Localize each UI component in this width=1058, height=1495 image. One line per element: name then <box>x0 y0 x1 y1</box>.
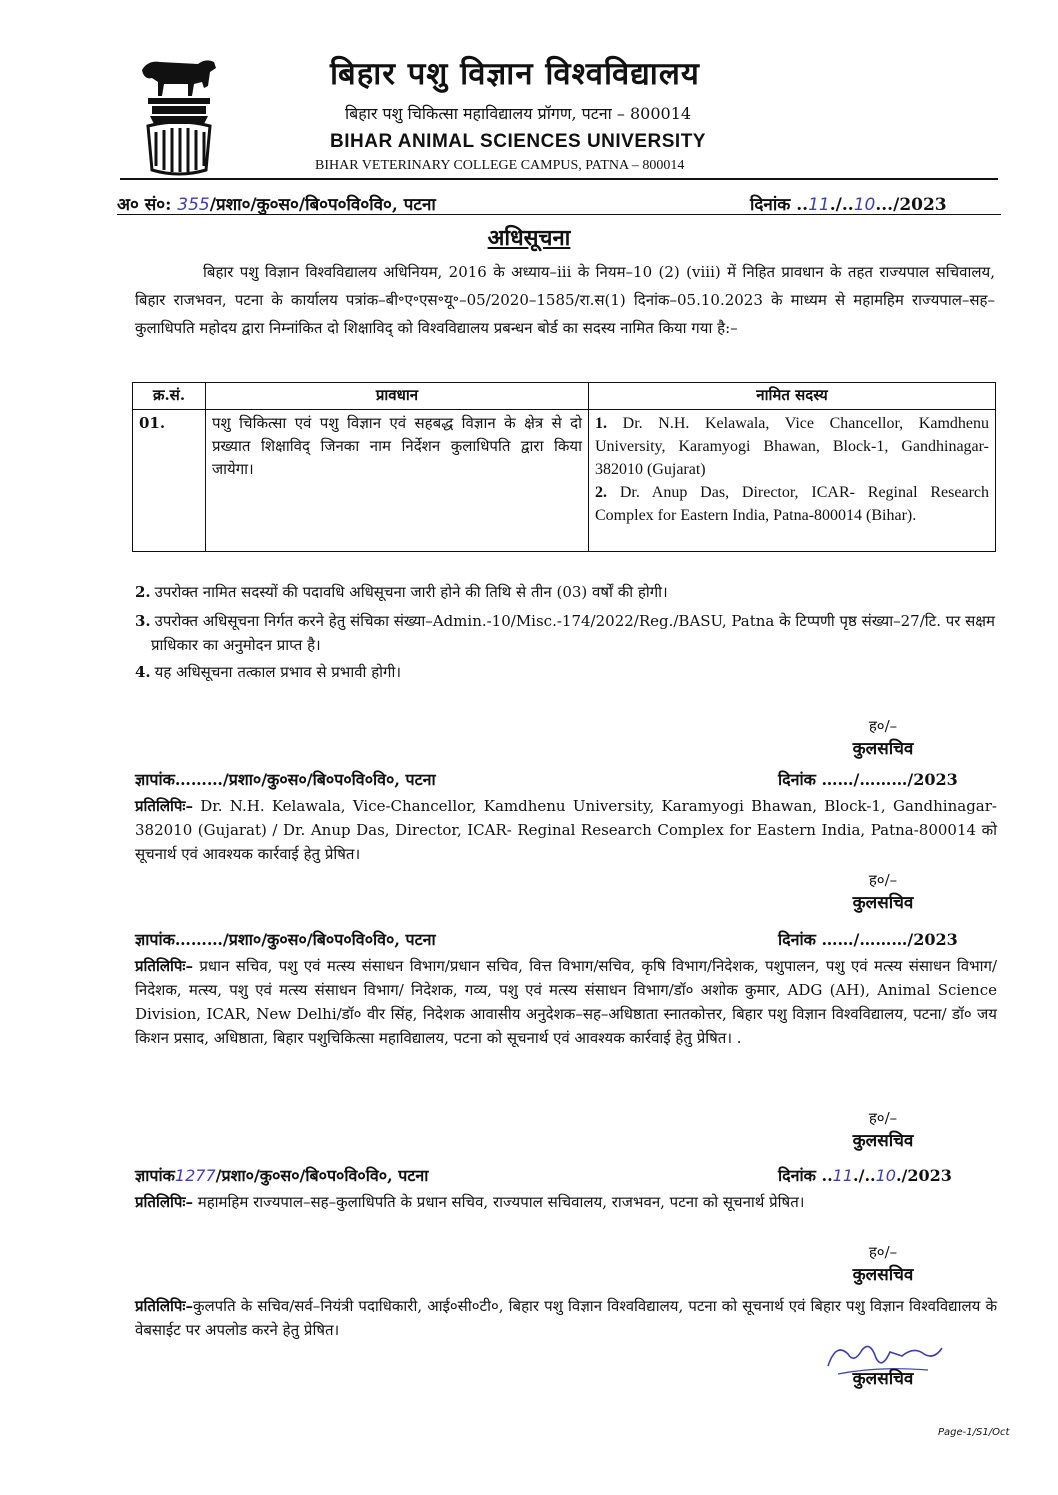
header-provision: प्रावधान <box>206 383 589 410</box>
memo-date: दिनांक ..11./..10./2023 <box>778 1166 952 1185</box>
header-members: नामित सदस्य <box>589 383 996 410</box>
final-copy-to: प्रतिलिपिः–कुलपति के सचिव/सर्व–नियंत्री पदाधिकारी, आई०सी०टी०, बिहार पशु विज्ञान विश्वविद्यालय, पटना को सूचनार्थ एवं बिहार पशु विज्ञान विश्वविद्यालय के वेबसाईट पर अपलोड करने हेतु प्रेषित। <box>135 1297 997 1339</box>
signature-block: ह०/– कुलसचिव <box>852 1243 914 1285</box>
cow-emblem-icon <box>134 52 224 180</box>
header-serial: क्र.सं. <box>133 383 206 410</box>
nominated-members-table <box>132 382 996 552</box>
university-title-hindi: बिहार पशु विज्ञान विश्वविद्यालय <box>330 56 700 92</box>
copy-to: प्रतिलिपिः– प्रधान सचिव, पशु एवं मत्स्य संसाधन विभाग/प्रधान सचिव, वित्त विभाग/सचिव, कृषि विभाग/निदेशक, पशुपालन, पशु एवं मत्स्य संसाधन विभाग/ निदेशक, मत्स्य, पशु एवं मत्स्य संसाधन विभाग/ निदेशक, गव्य, पशु एवं मत्स्य संसाधन विभाग/डॉ० अशोक कुमार, ADG (AH), Animal Science Division, ICAR, New Delhi/डॉ० वीर सिंह, निदेशक आवासीय अनुदेशक–सह–अधिष्ठाता स्नातकोत्तर, बिहार पशु विज्ञान विश्वविद्यालय, पटना/ डॉ० जय किशन प्रसाद, अधिष्ठाता, बिहार पशुचिकित्सा महाविद्यालय, पटना को सूचनार्थ एवं आवश्यक कार्रवाई हेतु प्रेषित। . <box>135 957 997 1047</box>
page-number: Page-1/S1/Oct <box>938 1427 1010 1438</box>
row-members: 1. Dr. N.H. Kelawala, Vice Chancellor, Kamdhenu University, Karamyogi Bhawan, Block-1, Gandhinagar-382010 (Gujarat) 2. Dr. Anup Das, Director, ICAR- Reginal Research Complex for Eastern India, Patna-800014 (Bihar). <box>589 410 996 552</box>
copy-to: प्रतिलिपिः– Dr. N.H. Kelawala, Vice-Chancellor, Kamdhenu University, Karamyogi Bhawan, Block-1, Gandhinagar-382010 (Gujarat) / Dr. Anup Das, Director, ICAR- Reginal Research Complex for Eastern India, Patna-800014 को सूचनार्थ एवं आवश्यक कार्रवाई हेतु प्रेषित। <box>135 797 997 863</box>
final-signature-designation: कुलसचिव <box>852 1369 914 1389</box>
row-serial: 01. <box>133 410 206 552</box>
reference-date: दिनांक ..11./..10.../2023 <box>750 195 947 215</box>
handwritten-memo-number: 1277 <box>174 1166 216 1185</box>
memo-date: दिनांक ……/………/2023 <box>778 930 958 949</box>
signature-block: ह०/– कुलसचिव <box>852 871 914 913</box>
point-2: 2. उपरोक्त नामित सदस्यों की पदावधि अधिसूचना जारी होने की तिथि से तीन (03) वर्षों की होगी। <box>135 583 668 601</box>
member-2: Dr. Anup Das, Director, ICAR- Reginal Research Complex for Eastern India, Patna-800014 (Bihar). <box>595 484 990 524</box>
university-address-english: BIHAR VETERINARY COLLEGE CAMPUS, PATNA – 800014 <box>315 158 685 173</box>
signature-block: ह०/– कुलसचिव <box>852 717 914 759</box>
member-1: Dr. N.H. Kelawala, Vice Chancellor, Kamdhenu University, Karamyogi Bhawan, Block-1, Gandhinagar-382010 (Gujarat) <box>595 415 990 478</box>
reference-number: अ० सं०: 355/प्रशा०/कु०स०/बि०प०वि०वि०, पटना <box>117 195 436 215</box>
handwritten-month: 10 <box>853 195 876 215</box>
row-provision: पशु चिकित्सा एवं पशु विज्ञान एवं सहबद्ध विज्ञान के क्षेत्र से दो प्रख्यात शिक्षाविद् जिनका नाम निर्देशन कुलाधिपति द्वारा किया जायेगा। <box>206 410 589 552</box>
point-3: 3. उपरोक्त अधिसूचना निर्गत करने हेतु संचिका संख्या–Admin.-10/Misc.-174/2022/Reg./BASU, Patna के टिप्पणी पृष्ठ संख्या–27/टि. पर सक्षम प्राधिकार का अनुमोदन प्राप्त है। <box>135 612 996 654</box>
handwritten-reference-number: 355 <box>177 195 210 215</box>
copy-to: प्रतिलिपिः– महामहिम राज्यपाल–सह–कुलाधिपति के प्रधान सचिव, राज्यपाल सचिवालय, राजभवन, पटना को सूचनार्थ प्रेषित। <box>135 1193 805 1211</box>
memo-number: ज्ञापांक………/प्रशा०/कु०स०/बि०प०वि०वि०, पटना <box>135 930 436 949</box>
reference-underline <box>117 214 1001 215</box>
memo-date: दिनांक ……/………/2023 <box>778 770 958 789</box>
memo-number: ज्ञापांक1277/प्रशा०/कु०स०/बि०प०वि०वि०, पटना <box>135 1166 429 1185</box>
signature-block: ह०/– कुलसचिव <box>852 1109 914 1151</box>
university-title-english: BIHAR ANIMAL SCIENCES UNIVERSITY <box>330 131 706 152</box>
handwritten-day: 11 <box>808 195 830 215</box>
notice-title: अधिसूचना <box>487 225 571 251</box>
university-address-hindi: बिहार पशु चिकित्सा महाविद्यालय प्रॉगण, पटना – 800014 <box>345 104 692 123</box>
point-4: 4. यह अधिसूचना तत्काल प्रभाव से प्रभावी होगी। <box>135 663 402 681</box>
memo-number: ज्ञापांक………/प्रशा०/कु०स०/बि०प०वि०वि०, पटना <box>135 770 436 789</box>
letterhead-divider <box>120 178 998 180</box>
intro-paragraph: बिहार पशु विज्ञान विश्वविद्यालय अधिनियम, 2016 के अध्याय–iii के नियम–10 (2) (viii) में निहित प्रावधान के तहत राज्यपाल सचिवालय, बिहार राजभवन, पटना के कार्यालय पत्रांक–बी॰ए॰एस॰यू॰–05/2020–1585/रा.स(1) दिनांक–05.10.2023 के माध्यम से महामहिम राज्यपाल–सह–कुलाधिपति महोदय द्वारा निम्नांकित दो शिक्षाविद् को विश्वविद्यालय प्रबन्धन बोर्ड का सदस्य नामित किया गया है:– <box>135 263 995 337</box>
table-header-row <box>133 383 996 410</box>
table-row <box>133 410 996 552</box>
